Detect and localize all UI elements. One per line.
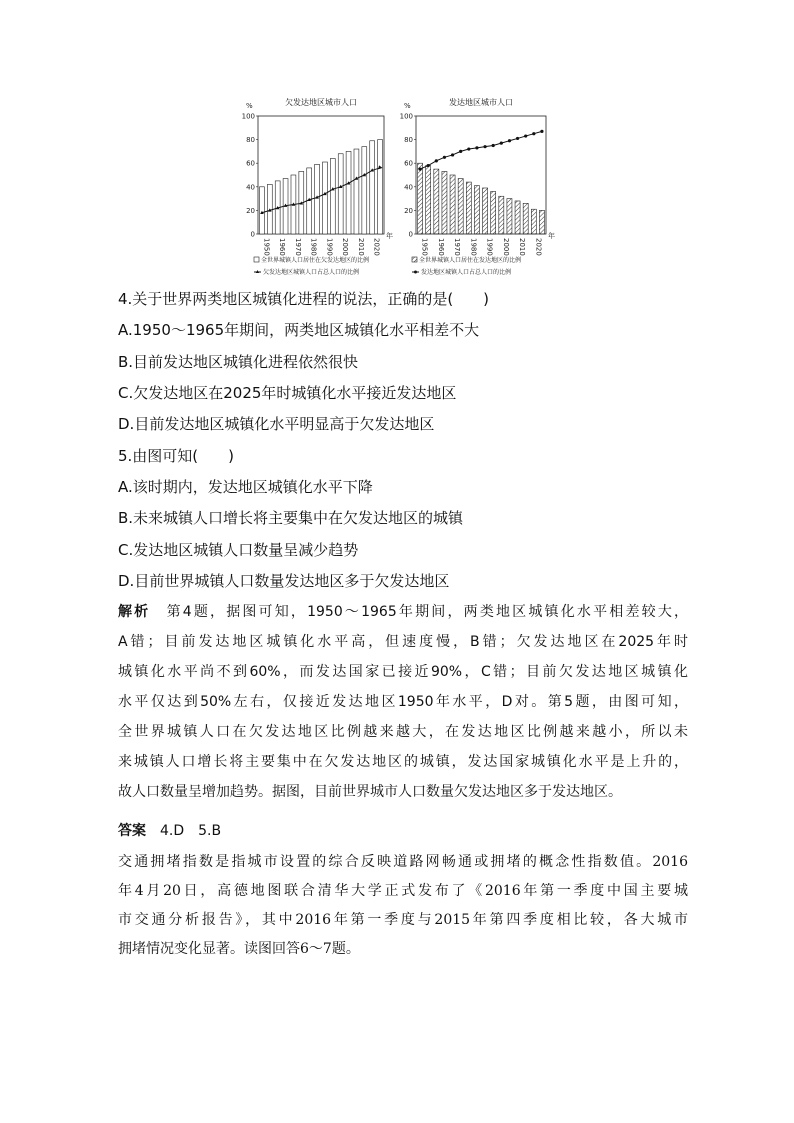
x-tick-label: 2010 (356, 238, 365, 256)
y-tick-label: 20 (404, 206, 413, 215)
chart-panel-2 (400, 97, 555, 276)
bar (539, 210, 544, 234)
bar (354, 149, 359, 234)
y-tick-label: 20 (246, 206, 255, 215)
y-tick-label: 100 (241, 112, 255, 121)
bar (515, 201, 520, 234)
line-point (443, 156, 446, 159)
bar (362, 147, 367, 234)
bar (259, 187, 264, 234)
x-tick-label: 1970 (293, 238, 302, 256)
x-tick-label: 2000 (501, 238, 510, 256)
explanation (118, 597, 688, 807)
x-unit-label: 年 (386, 232, 393, 240)
explanation-line-1 (118, 597, 688, 627)
y-unit-label: % (404, 102, 411, 110)
x-tick-label: 2020 (534, 238, 543, 256)
explanation-label: 解析 (118, 604, 151, 620)
answer-label: 答案 (118, 823, 146, 839)
line-point (483, 145, 486, 148)
question-5-option-b: B.未来城镇人口增长将主要集中在欠发达地区的城镇 (118, 509, 464, 527)
answer-text: 4.D 5.B (160, 823, 222, 839)
y-tick-label: 0 (250, 230, 255, 239)
line-point (540, 130, 543, 133)
bar (315, 164, 320, 234)
explanation-line-2: A错；目前发达地区城镇化水平高，但速度慢，B错；欠发达地区在2025年时 (118, 634, 688, 650)
x-tick-label: 1960 (436, 238, 445, 256)
line-point (500, 142, 503, 145)
y-tick-label: 80 (246, 136, 255, 145)
line-point (451, 153, 454, 156)
bar (507, 199, 512, 234)
line-point (475, 146, 478, 149)
passage-line-2: 年4月20日，高德地图联合清华大学正式发布了《2016年第一季度中国主要城 (118, 883, 688, 899)
question-5-option-d: D.目前世界城镇人口数量发达地区多于欠发达地区 (118, 572, 450, 590)
legend-line-label: 欠发达地区城镇人口占总人口的比例 (263, 269, 360, 276)
bar (322, 162, 327, 234)
x-tick-label: 1970 (453, 238, 462, 256)
legend-bar-swatch (412, 257, 417, 262)
question-4-option-c: C.欠发达地区在2025年时城镇化水平接近发达地区 (118, 384, 457, 402)
chart-title: 发达地区城市人口 (449, 98, 513, 107)
x-tick-label: 1980 (309, 238, 318, 256)
explanation-line-6: 来城镇人口增长将主要集中在欠发达地区的城镇，发达国家城镇化水平是上升的， (118, 754, 688, 770)
y-tick-label: 60 (404, 159, 413, 168)
charts-svg (240, 92, 560, 282)
explanation-line-3: 城镇化水平尚不到60%，而发达国家已接近90%，C错；目前欠发达地区城镇化 (118, 664, 688, 680)
line-point (467, 147, 470, 150)
x-tick-label: 1960 (278, 238, 287, 256)
question-4-option-b: B.目前发达地区城镇化进程依然很快 (118, 353, 359, 371)
explanation-line-5: 全世界城镇人口在欠发达地区比例越来越大，在发达地区比例越来越小，所以未 (118, 724, 688, 740)
x-tick-label: 2000 (341, 238, 350, 256)
line-point (459, 150, 462, 153)
passage (118, 848, 688, 964)
y-tick-label: 40 (404, 183, 413, 192)
bar (370, 141, 375, 234)
line-point (427, 164, 430, 167)
bar (483, 188, 488, 234)
bar (418, 163, 423, 234)
explanation-line-4: 水平仅达到50%左右，仅接近发达地区1950年水平，D对。第5题，由图可知， (118, 694, 688, 710)
answer (118, 820, 221, 840)
legend-bar-label: 全世界城镇人口居住在发达地区的比例 (419, 257, 522, 264)
x-tick-label: 1990 (485, 238, 494, 256)
x-tick-label: 1990 (325, 238, 334, 256)
chart-title: 欠发达地区城市人口 (285, 98, 357, 107)
question-4-option-d: D.目前发达地区城镇化水平明显高于欠发达地区 (118, 415, 435, 433)
bar (499, 196, 504, 234)
line-point (532, 132, 535, 135)
x-tick-label: 1980 (469, 238, 478, 256)
bar (450, 175, 455, 234)
y-tick-label: 40 (246, 183, 255, 192)
line-point (492, 144, 495, 147)
bar (338, 154, 343, 234)
bar (426, 166, 431, 234)
passage-line-1: 交通拥堵指数是指城市设置的综合反映道路网畅通或拥堵的概念性指数值。2016 (118, 854, 688, 870)
passage-line-3: 市交通分析报告》，其中2016年第一季度与2015年第四季度相比较，各大城市 (118, 912, 688, 928)
bar (346, 151, 351, 234)
explanation-text-1: 第4题，据图可知，1950～1965年期间，两类地区城镇化水平相差较大， (166, 604, 689, 620)
x-tick-label: 2010 (518, 238, 527, 256)
question-4-option-a: A.1950～1965年期间，两类地区城镇化水平相差不大 (118, 321, 480, 339)
line-point (508, 139, 511, 142)
y-tick-label: 100 (399, 112, 413, 121)
passage-line-4: 拥堵情况变化显著。读图回答6～7题。 (118, 941, 360, 957)
bar (458, 179, 463, 234)
x-tick-label: 1950 (420, 238, 429, 256)
question-5-option-c: C.发达地区城镇人口数量呈减少趋势 (118, 541, 359, 559)
bar (434, 169, 439, 234)
y-tick-label: 0 (408, 230, 413, 239)
bar (378, 140, 383, 234)
y-unit-label: % (246, 102, 253, 110)
line-point (524, 134, 527, 137)
bar (466, 182, 471, 234)
bar (442, 171, 447, 234)
question-5-option-a: A.该时期内，发达地区城镇化水平下降 (118, 478, 373, 496)
bar (531, 209, 536, 234)
x-tick-label: 2020 (372, 238, 381, 256)
line-point (435, 159, 438, 162)
bar (491, 192, 496, 234)
bar (330, 158, 335, 234)
bar (523, 203, 528, 234)
legend-bar-swatch (254, 257, 259, 262)
x-tick-label: 1950 (262, 238, 271, 256)
question-5: 5.由图可知( ) (118, 447, 235, 465)
y-tick-label: 60 (246, 159, 255, 168)
urban-population-figure (240, 92, 560, 282)
y-tick-label: 80 (404, 136, 413, 145)
series-line (420, 131, 542, 169)
explanation-line-7: 故人口数量呈增加趋势。据图，目前世界城市人口数量欠发达地区多于发达地区。 (118, 784, 622, 800)
chart-panel-1 (242, 97, 393, 276)
legend-line-label: 发达地区城镇人口占总人口的比例 (421, 269, 512, 276)
x-unit-label: 年 (548, 232, 555, 240)
legend-line-marker (414, 271, 417, 274)
line-point (418, 168, 421, 171)
question-4: 4.关于世界两类地区城镇化进程的说法，正确的是( ) (118, 290, 490, 308)
line-point (516, 137, 519, 140)
legend-bar-label: 全世界城镇人口居住在欠发达地区的比例 (261, 257, 370, 264)
bar (474, 186, 479, 234)
